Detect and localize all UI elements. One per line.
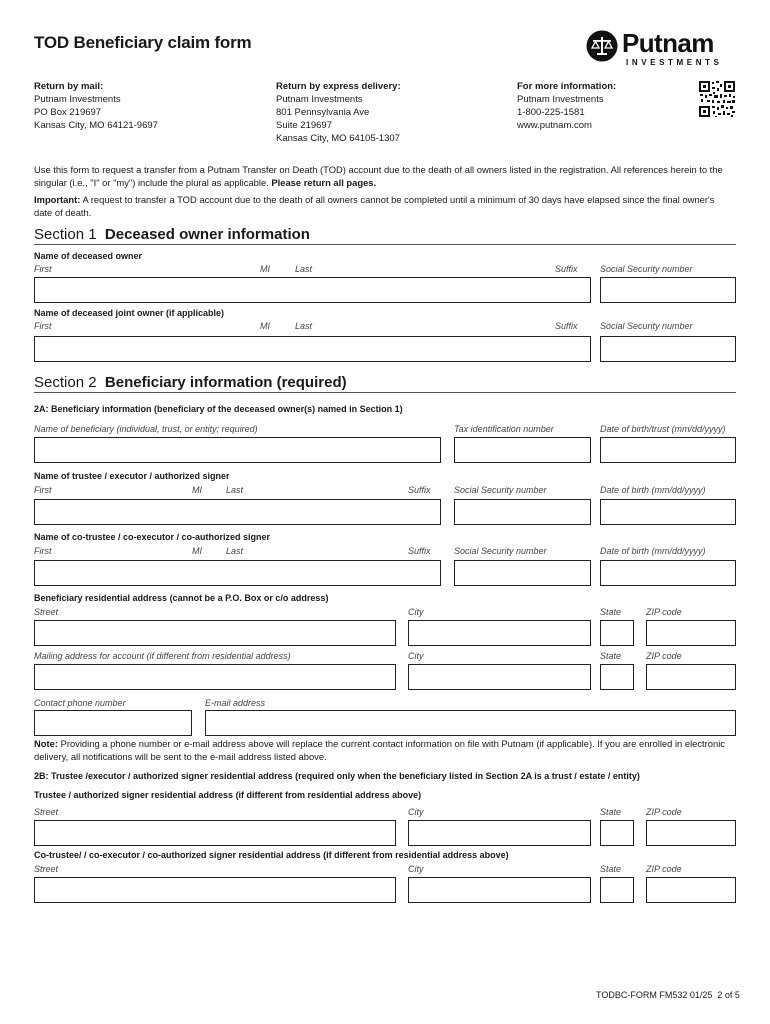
joint-owner-label: Name of deceased joint owner (if applicable) — [34, 308, 225, 318]
suffix-label: Suffix — [555, 321, 578, 331]
mail-state-field[interactable] — [600, 664, 634, 690]
address-line: Kansas City, MO 64105-1307 — [276, 133, 400, 144]
cotrustee-label: Name of co-trustee / co-executor / co-authorized signer — [34, 532, 271, 542]
res-state-field[interactable] — [600, 620, 634, 646]
info-address-block — [517, 80, 616, 132]
zip-label: ZIP code — [646, 807, 682, 817]
mail-city-field[interactable] — [408, 664, 591, 690]
important-text: A request to transfer a TOD account due to the death of all owners cannot be completed until a minimum of 30 days have elapsed since the final owner's date of death. — [34, 194, 715, 218]
section-number: Section 1 — [34, 226, 97, 243]
cotrustee-address-label: Co-trustee/ / co-executor / co-authorized signer residential address (if different from residential address above) — [34, 850, 509, 860]
first-label: First — [34, 546, 52, 556]
address-line: Putnam Investments — [34, 94, 121, 105]
street-label: Street — [34, 607, 59, 617]
ssn-label: Social Security number — [600, 321, 693, 331]
ssn-label: Social Security number — [454, 546, 547, 556]
address-line: Putnam Investments — [517, 94, 604, 105]
city-label: City — [408, 807, 424, 817]
beneficiary-name-label: Name of beneficiary (individual, trust, or entity; required) — [34, 424, 258, 434]
deceased-owner-ssn-field[interactable] — [600, 277, 736, 303]
zip-label: ZIP code — [646, 607, 682, 617]
note-paragraph — [34, 738, 734, 763]
footer — [596, 990, 740, 1000]
putnam-logo — [586, 30, 738, 70]
section-1-header — [34, 226, 736, 245]
deceased-owner-name-field[interactable] — [34, 277, 591, 303]
dob-trust-label: Date of birth/trust (mm/dd/yyyy) — [600, 424, 726, 434]
important-label: Important: — [34, 194, 81, 205]
address-line: PO Box 219697 — [34, 107, 102, 118]
mail-heading: Return by mail: — [34, 81, 104, 92]
email-field[interactable] — [205, 710, 736, 736]
note-text: Providing a phone number or e-mail address above will replace the current contact information on file with Putnam (if applicable). If you are enrolled in electronic delivery, all notifications will be sent to the e-mail address listed above. — [34, 738, 725, 762]
last-label: Last — [295, 264, 313, 274]
dob-label: Date of birth (mm/dd/yyyy) — [600, 546, 706, 556]
state-label: State — [600, 864, 622, 874]
cotrustee-dob-field[interactable] — [600, 560, 736, 586]
important-paragraph — [34, 194, 734, 219]
beneficiary-name-field[interactable] — [34, 437, 441, 463]
mi-label: MI — [192, 485, 202, 495]
mail-street-field[interactable] — [34, 664, 396, 690]
form-code: TODBC-FORM FM532 01/25 — [596, 990, 713, 1000]
mail-address-block — [34, 80, 158, 132]
trustee-dob-field[interactable] — [600, 499, 736, 525]
address-line: Suite 219697 — [276, 120, 332, 131]
dob-label: Date of birth (mm/dd/yyyy) — [600, 485, 706, 495]
first-label: First — [34, 264, 52, 274]
phone-field[interactable] — [34, 710, 192, 736]
suffix-label: Suffix — [408, 485, 431, 495]
tin-label: Tax identification number — [454, 424, 554, 434]
ssn-label: Social Security number — [454, 485, 547, 495]
mailing-address-label: Mailing address for account (if different from residential address) — [34, 651, 291, 661]
joint-owner-name-field[interactable] — [34, 336, 591, 362]
section-number: Section 2 — [34, 374, 97, 391]
city-label: City — [408, 651, 424, 661]
first-label: First — [34, 321, 52, 331]
joint-owner-ssn-field[interactable] — [600, 336, 736, 362]
trustee-street-field[interactable] — [34, 820, 396, 846]
trustee-label: Name of trustee / executor / authorized signer — [34, 471, 230, 481]
section-title: Beneficiary information (required) — [104, 374, 347, 391]
last-label: Last — [226, 485, 244, 495]
res-city-field[interactable] — [408, 620, 591, 646]
city-label: City — [408, 864, 424, 874]
section-title: Deceased owner information — [104, 226, 310, 243]
suffix-label: Suffix — [555, 264, 578, 274]
intro-text: Use this form to request a transfer from a Putnam Transfer on Death (TOD) account due to the death of all owners listed in the registration. All references herein to the singular (i.e., "I" or "my") include the plural as applicable. — [34, 164, 723, 188]
info-heading: For more information: — [517, 81, 617, 92]
trustee-zip-field[interactable] — [646, 820, 736, 846]
trustee-state-field[interactable] — [600, 820, 634, 846]
intro-bold: Please return all pages. — [271, 176, 377, 188]
cotrustee-name-field[interactable] — [34, 560, 441, 586]
mail-zip-field[interactable] — [646, 664, 736, 690]
first-label: First — [34, 485, 52, 495]
email-label: E-mail address — [205, 698, 266, 708]
phone-label: Contact phone number — [34, 698, 126, 708]
express-heading: Return by express delivery: — [276, 81, 401, 92]
state-label: State — [600, 651, 622, 661]
section-2b-label: 2B: Trustee /executor / authorized signer residential address (required only when the beneficiary listed in Section 2A is a trust / estate / entity) — [34, 771, 640, 781]
trustee-city-field[interactable] — [408, 820, 591, 846]
address-line: www.putnam.com — [517, 120, 592, 131]
address-line: Putnam Investments — [276, 94, 363, 105]
suffix-label: Suffix — [408, 546, 431, 556]
logo-name: Putnam — [622, 28, 714, 58]
trustee-ssn-field[interactable] — [454, 499, 591, 525]
state-label: State — [600, 807, 622, 817]
page-number: 2 of 5 — [717, 990, 740, 1000]
address-line: Kansas City, MO 64121-9697 — [34, 120, 158, 131]
last-label: Last — [295, 321, 313, 331]
cotrustee-ssn-field[interactable] — [454, 560, 591, 586]
note-label: Note: — [34, 738, 58, 749]
form-title: TOD Beneficiary claim form — [34, 33, 252, 52]
zip-label: ZIP code — [646, 651, 682, 661]
trustee-name-field[interactable] — [34, 499, 441, 525]
last-label: Last — [226, 546, 244, 556]
intro-paragraph — [34, 164, 734, 189]
trustee-address-label: Trustee / authorized signer residential address (if different from residential address above) — [34, 790, 422, 800]
section-2-header — [34, 374, 736, 393]
res-street-field[interactable] — [34, 620, 396, 646]
mi-label: MI — [192, 546, 202, 556]
cotrustee-zip-field[interactable] — [646, 877, 736, 903]
cotrustee-street-field[interactable] — [34, 877, 396, 903]
address-line: 1-800-225-1581 — [517, 107, 585, 118]
mi-label: MI — [260, 321, 270, 331]
zip-label: ZIP code — [646, 864, 682, 874]
address-line: 801 Pennsylvania Ave — [276, 107, 370, 118]
residential-address-label: Beneficiary residential address (cannot be a P.O. Box or c/o address) — [34, 593, 329, 603]
dob-trust-field[interactable] — [600, 437, 736, 463]
scales-icon — [586, 30, 618, 62]
tin-field[interactable] — [454, 437, 591, 463]
express-address-block — [276, 80, 401, 145]
street-label: Street — [34, 807, 59, 817]
res-zip-field[interactable] — [646, 620, 736, 646]
cotrustee-state-field[interactable] — [600, 877, 634, 903]
logo-subtitle: INVESTMENTS — [626, 58, 723, 67]
deceased-owner-label: Name of deceased owner — [34, 251, 143, 261]
qr-code-icon — [698, 80, 736, 118]
mi-label: MI — [260, 264, 270, 274]
section-2a-label: 2A: Beneficiary information (beneficiary of the deceased owner(s) named in Section 1) — [34, 404, 403, 414]
state-label: State — [600, 607, 622, 617]
cotrustee-city-field[interactable] — [408, 877, 591, 903]
city-label: City — [408, 607, 424, 617]
ssn-label: Social Security number — [600, 264, 693, 274]
street-label: Street — [34, 864, 59, 874]
